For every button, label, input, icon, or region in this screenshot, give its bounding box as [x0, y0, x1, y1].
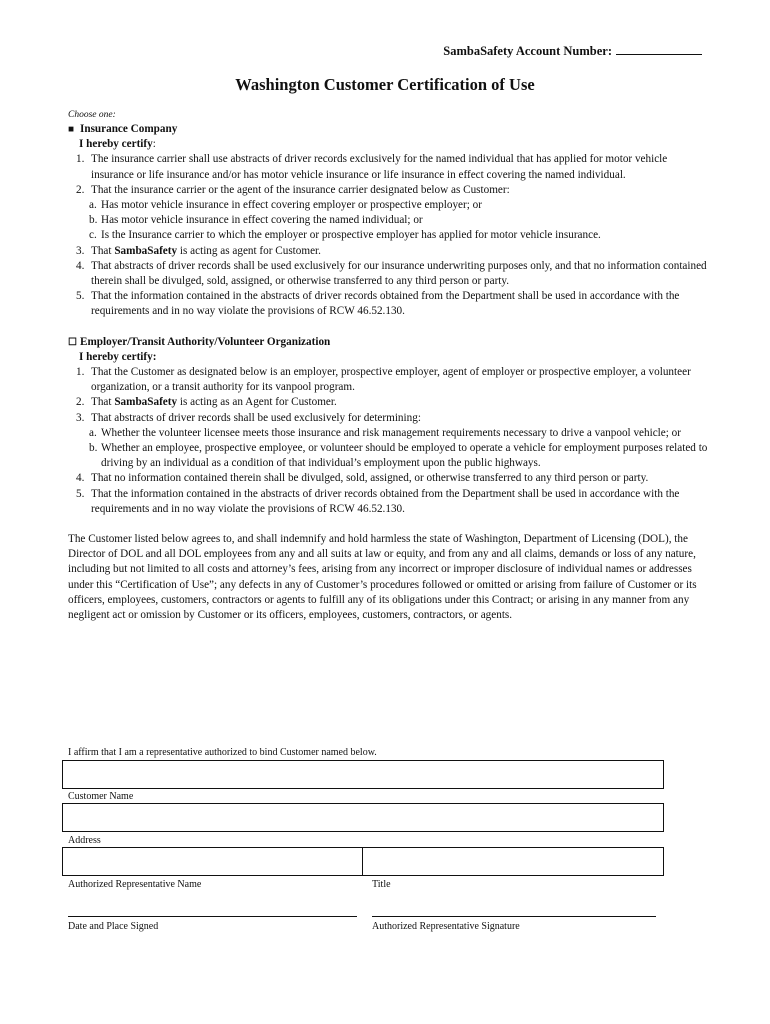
sub-list-item — [89, 198, 708, 213]
item-text: That the Customer as designated below is an employer, prospective employer, agent of employer or prospective employer, a volunteer organization, or a transit authority for its vanpool program. — [91, 366, 691, 394]
option-insurance-company[interactable] — [68, 122, 708, 137]
item-text: That no information contained therein shall be divulged, sold, assigned, or otherwise transferred to any third person or party. — [91, 472, 649, 485]
list-item — [76, 471, 708, 486]
certify-text-1: I hereby certify — [79, 138, 153, 151]
item-text: That the information contained in the abstracts of driver records obtained from the Department shall be used in accordance with the requirements and in no way violate the provisions of RCW 46.52.130. — [91, 290, 680, 318]
list-item — [76, 244, 708, 259]
date-place-label: Date and Place Signed — [68, 921, 159, 932]
sambasafety-name: SambaSafety — [114, 396, 178, 409]
sub-item-letter: b. — [89, 214, 98, 227]
address-field[interactable] — [62, 803, 664, 832]
choose-one-label: Choose one: — [68, 110, 116, 120]
item-text-after: is acting as an Agent for Customer. — [177, 396, 337, 409]
list-item — [76, 183, 708, 198]
indemnity-paragraph: The Customer listed below agrees to, and shall indemnify and hold harmless the state of Washington, Department of Licensing (DOL), the Director of DOL and all DOL employees from any and all suits at law or equity, and from any and all claims, demands or loss of any nature, including but not limited to all costs and attorney’s fees, arising from any incorrect or improper disclosure of individual names or addresses under this “Certification of Use”; any defects in any of Customer’s procedures followed or omitted or arising from failure of Customer or its officers, employees, customers, contractors or agents to fulfill any of its obligations under this Contract; or arising in any manner from any negligent act or omission by Customer or its officers, employees, customers, contractors, or agents. — [68, 533, 697, 622]
item-text: The insurance carrier shall use abstracts of driver records exclusively for the named individual that has applied for motor vehicle insurance or life insurance and/or has motor vehicle insurance or life insurance in effect covering the named individual. — [91, 153, 668, 181]
sub-item-text: Whether the volunteer licensee meets those insurance and risk management requirements necessary to drive a vanpool vehicle; or — [101, 426, 681, 439]
certify-heading-2: I hereby certify: — [79, 350, 157, 363]
sub-item-letter: a. — [89, 426, 97, 439]
unchecked-box-icon[interactable]: ☐ — [68, 336, 77, 348]
title-field[interactable] — [362, 847, 664, 876]
list-item — [76, 395, 708, 410]
affirm-statement: I affirm that I am a representative authorized to bind Customer named below. — [68, 747, 377, 758]
item-text — [91, 244, 321, 259]
sub-list-item — [89, 426, 708, 441]
item-number: 5. — [76, 487, 85, 500]
sub-item-text: Has motor vehicle insurance in effect covering the named individual; or — [101, 214, 423, 227]
item-number: 4. — [76, 259, 85, 272]
item-text-after: is acting as agent for Customer. — [177, 244, 321, 257]
account-number-blank[interactable] — [616, 42, 702, 55]
option-employer[interactable] — [68, 335, 708, 350]
list-item — [76, 411, 708, 426]
rep-name-label: Authorized Representative Name — [68, 879, 202, 890]
sub-item-text: Has motor vehicle insurance in effect covering employer or prospective employer; or — [101, 199, 482, 212]
sub-item-letter: b. — [89, 442, 98, 455]
sub-list-item — [89, 228, 708, 243]
date-place-line[interactable] — [68, 916, 357, 917]
list-item — [76, 365, 708, 395]
item-text: That abstracts of driver records shall be used exclusively for our insurance underwriting purposes only, and that no information contained therein shall be divulged, sold, assigned, or otherwise transferred to any third person or party. — [91, 259, 707, 288]
item-number: 5. — [76, 290, 85, 303]
list-item — [76, 289, 708, 319]
employer-heading: Employer/Transit Authority/Volunteer Organization — [80, 335, 331, 348]
certify-heading-1 — [79, 137, 708, 152]
sub-item-letter: c. — [89, 229, 97, 242]
item-text-before: That — [91, 244, 115, 257]
item-text-before: That — [91, 396, 115, 409]
certify-colon: : — [152, 138, 156, 151]
sub-list-item — [89, 213, 708, 228]
customer-name-field[interactable] — [62, 760, 664, 789]
list-item — [76, 487, 708, 517]
insurance-company-heading: Insurance Company — [80, 123, 178, 135]
title-label: Title — [372, 879, 391, 890]
item-text — [91, 395, 337, 410]
item-number: 2. — [76, 396, 85, 409]
sub-item-letter: a. — [89, 199, 97, 212]
item-number: 2. — [76, 183, 85, 196]
sambasafety-name: SambaSafety — [114, 244, 178, 257]
certification-content — [68, 109, 708, 623]
item-text: That the information contained in the abstracts of driver records obtained from the Department shall be used in accordance with the requirements and in no way violate the provisions of RCW 46.52.130. — [91, 487, 680, 515]
account-number-line — [443, 42, 702, 59]
list-item — [76, 152, 708, 182]
page-title: Washington Customer Certification of Use — [235, 75, 535, 94]
sub-list-item — [89, 441, 708, 471]
item-number: 4. — [76, 472, 85, 485]
item-text: That the insurance carrier or the agent of the insurance carrier designated below as Customer: — [91, 183, 510, 196]
item-number: 1. — [76, 366, 85, 379]
signature-line[interactable] — [372, 916, 656, 917]
sub-item-text: Is the Insurance carrier to which the employer or prospective employer has applied for motor vehicle insurance. — [101, 229, 601, 242]
item-number: 1. — [76, 153, 85, 166]
signature-label: Authorized Representative Signature — [372, 921, 520, 932]
customer-name-label: Customer Name — [68, 791, 134, 802]
checked-square-icon[interactable]: ■ — [68, 124, 75, 135]
item-number: 3. — [76, 244, 85, 257]
list-item — [76, 259, 708, 289]
sub-item-text: Whether an employee, prospective employee, or volunteer should be employed to operate a vehicle for employment purposes related to driving by an individual as a condition of that individual’s employment upon the public highways. — [101, 442, 708, 470]
rep-name-field[interactable] — [62, 847, 363, 876]
item-number: 3. — [76, 411, 85, 424]
account-number-label: SambaSafety Account Number: — [443, 44, 612, 58]
address-label: Address — [68, 835, 101, 846]
item-text: That abstracts of driver records shall be used exclusively for determining: — [91, 411, 421, 424]
